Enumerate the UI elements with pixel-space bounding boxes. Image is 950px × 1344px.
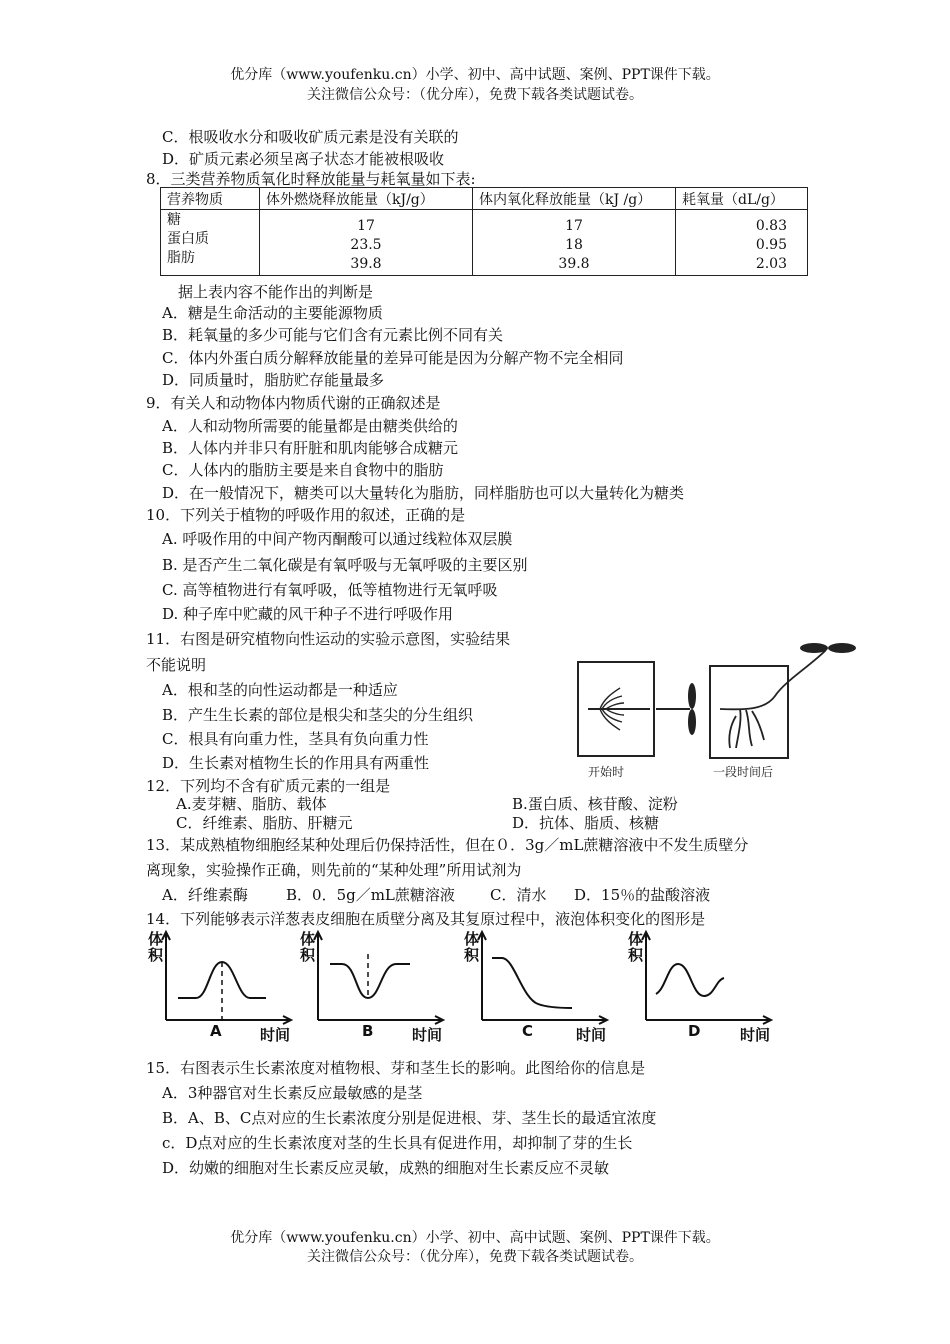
q12-stem: 12．下列均不含有矿质元素的一组是: [146, 777, 391, 795]
q9-option-d: D．在一般情况下，糖类可以大量转化为脂肪，同样脂肪也可以大量转化为糖类: [162, 484, 685, 502]
graph-a-y-label-2: 积: [148, 946, 164, 964]
q10-option-b: B. 是否产生二氧化碳是有氧呼吸与无氧呼吸的主要区别: [162, 556, 528, 574]
leaf-icon: [800, 643, 856, 653]
q10-option-d: D. 种子库中贮藏的风干种子不进行呼吸作用: [162, 605, 454, 623]
graph-c-y-label-1: 体: [464, 930, 480, 948]
q12-option-c: C．纤维素、脂肪、肝糖元: [176, 814, 353, 832]
graph-a-x-label: 时间: [260, 1026, 291, 1044]
table-cell-inside: 17: [565, 218, 583, 234]
graph-d-y-label-2: 积: [628, 946, 644, 964]
q11-option-a: A．根和茎的向性运动都是一种适应: [162, 681, 398, 699]
table-cell-outside: 39.8: [350, 256, 382, 272]
q11-option-b: B．产生生长素的部位是根尖和茎尖的分生组织: [162, 706, 474, 724]
graph-a-y-label-1: 体: [148, 930, 164, 948]
q10-option-c: C. 高等植物进行有氧呼吸，低等植物进行无氧呼吸: [162, 581, 498, 599]
q11-stem-2: 不能说明: [146, 656, 207, 674]
table-header-outside: 体外燃烧释放能量（kJ/g）: [260, 188, 473, 210]
table-row-name: 糖: [167, 212, 181, 228]
table-cell-outside: 23.5: [350, 237, 382, 253]
table-cell-outside: 17: [357, 218, 375, 234]
q13-option-a: A．纤维素酶: [162, 886, 248, 904]
graph-b-y-label-2: 积: [300, 946, 316, 964]
q15-option-d: D．幼嫩的细胞对生长素反应灵敏，成熟的细胞对生长素反应不灵敏: [162, 1159, 610, 1177]
q7-option-c: C．根吸收水分和吸收矿质元素是没有关联的: [162, 128, 459, 146]
q8-option-c: C．体内外蛋白质分解释放能量的差异可能是因为分解产物不完全相同: [162, 349, 624, 367]
q8-option-d: D．同质量时，脂肪贮存能量最多: [162, 371, 385, 389]
q10-stem: 10．下列关于植物的呼吸作用的叙述，正确的是: [146, 506, 466, 524]
graph-b-letter: B: [362, 1022, 374, 1040]
q13-option-b: B．0．5g／mL蔗糖溶液: [286, 886, 455, 904]
q15-stem: 15．右图表示生长素浓度对植物根、芽和茎生长的影响。此图给你的信息是: [146, 1059, 646, 1077]
q7-option-d: D．矿质元素必须呈离子状态才能被根吸收: [162, 150, 445, 168]
table-header-inside: 体内氧化释放能量（kJ /g）: [473, 188, 676, 210]
table-row-name: 蛋白质: [167, 231, 209, 247]
graph-c-curve: [492, 958, 572, 1008]
graph-b-y-label-1: 体: [300, 930, 316, 948]
seedling-horizontal-icon: [588, 688, 650, 730]
graph-d: [628, 930, 771, 1044]
q12-option-a: A.麦芽糖、脂肪、载体: [176, 795, 327, 813]
table-cell-inside: 39.8: [558, 256, 590, 272]
q9-option-a: A．人和动物所需要的能量都是由糖类供给的: [162, 417, 458, 435]
q12-option-b: B.蛋白质、核苷酸、淀粉: [512, 795, 678, 813]
tropism-figure: [570, 636, 870, 782]
q9-option-b: B．人体内并非只有肝脏和肌肉能够合成糖元: [162, 439, 459, 457]
q13-stem-2: 离现象，实验操作正确，则先前的“某种处理”所用试剂为: [146, 861, 522, 879]
graph-b: [300, 930, 443, 1044]
q13-stem-1: 13．某成熟植物细胞经某种处理后仍保持活性，但在０．3g／mL蔗糖溶液中不发生质壁分: [146, 836, 749, 854]
graph-c-x-label: 时间: [576, 1026, 607, 1044]
graph-d-letter: D: [688, 1022, 701, 1040]
figure-label-start: 开始时: [588, 765, 625, 779]
table-cell-inside: 18: [565, 237, 583, 253]
q11-option-c: C．根具有向重力性，茎具有负向重力性: [162, 730, 429, 748]
q8-stem: 8．三类营养物质氧化时释放能量与耗氧量如下表:: [146, 170, 476, 188]
graph-c-y-label-2: 积: [464, 946, 480, 964]
q10-option-a: A. 呼吸作用的中间产物丙酮酸可以通过线粒体双层膜: [162, 530, 513, 548]
table-header-oxygen: 耗氧量（dL/g）: [676, 188, 808, 210]
table-cell-oxygen: 2.03: [755, 256, 787, 272]
q13-option-d: D．15％的盐酸溶液: [574, 886, 711, 904]
table-header-nutrient: 营养物质: [161, 188, 260, 210]
q15-option-b: B．A、B、C点对应的生长素浓度分别是促进根、芽、茎生长的最适宜浓度: [162, 1109, 657, 1127]
graph-d-y-label-1: 体: [628, 930, 644, 948]
q13-option-c: C．清水: [490, 886, 547, 904]
q11-option-d: D．生长素对植物生长的作用具有两重性: [162, 754, 430, 772]
after-box: [710, 666, 788, 758]
volume-graphs: [140, 928, 800, 1046]
table-cell-oxygen: 0.95: [755, 237, 787, 253]
q9-stem: 9．有关人和动物体内物质代谢的正确叙述是: [146, 394, 441, 412]
graph-d-curve: [656, 964, 724, 996]
graph-b-curve: [330, 964, 410, 998]
q12-option-d: D．抗体、脂质、核糖: [512, 814, 660, 832]
footer-line-1: 优分库（www.youfenku.cn）小学、初中、高中试题、案例、PPT课件下载。: [230, 1230, 720, 1246]
graph-c-letter: C: [522, 1022, 534, 1040]
q8-lead: 据上表内容不能作出的判断是: [178, 283, 374, 301]
table-row-name: 脂肪: [167, 250, 195, 266]
figure-label-after: 一段时间后: [713, 765, 774, 779]
seedling-bent-icon: [720, 650, 826, 748]
nutrient-table: [160, 187, 808, 276]
q9-option-c: C．人体内的脂肪主要是来自食物中的脂肪: [162, 461, 444, 479]
table-cell-oxygen: 0.83: [755, 218, 787, 234]
header-line-1: 优分库（www.youfenku.cn）小学、初中、高中试题、案例、PPT课件下载。: [230, 67, 720, 83]
q8-option-a: A．糖是生命活动的主要能源物质: [162, 304, 383, 322]
header-line-2: 关注微信公众号：（优分库），免费下载各类试题试卷。: [307, 87, 643, 103]
q14-stem: 14．下列能够表示洋葱表皮细胞在质壁分离及其复原过程中，液泡体积变化的图形是: [146, 910, 706, 928]
graph-b-x-label: 时间: [412, 1026, 443, 1044]
graph-d-x-label: 时间: [740, 1026, 771, 1044]
q8-option-b: B．耗氧量的多少可能与它们含有元素比例不同有关: [162, 326, 504, 344]
cotyledon-icon: [656, 683, 696, 735]
q11-stem-1: 11．右图是研究植物向性运动的实验示意图，实验结果: [146, 630, 511, 648]
q15-option-c: c．D点对应的生长素浓度对茎的生长具有促进作用，却抑制了芽的生长: [162, 1134, 633, 1152]
graph-a-letter: A: [210, 1022, 222, 1040]
footer-line-2: 关注微信公众号：（优分库），免费下载各类试题试卷。: [307, 1249, 643, 1265]
graph-a: [148, 930, 291, 1044]
q15-option-a: A．3种器官对生长素反应最敏感的是茎: [162, 1084, 423, 1102]
graph-c: [464, 930, 607, 1044]
